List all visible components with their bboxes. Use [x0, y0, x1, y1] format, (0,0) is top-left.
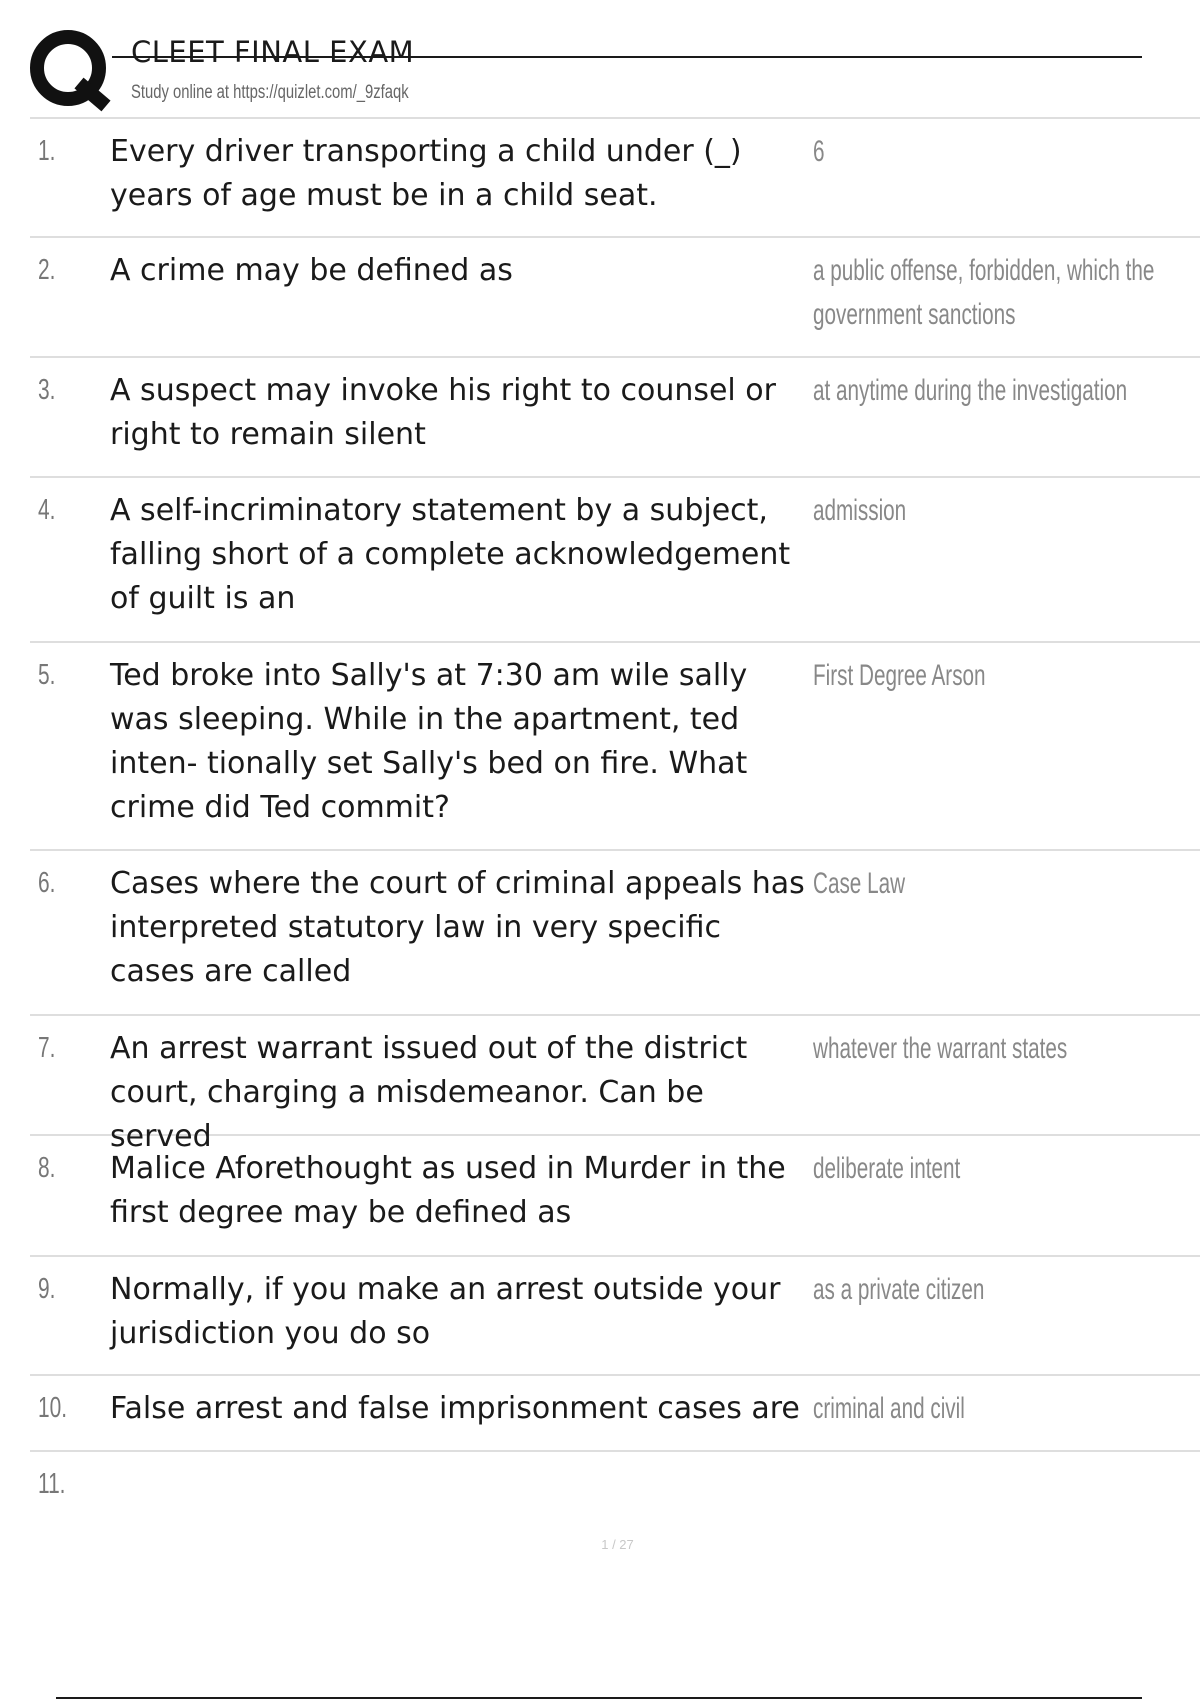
flashcard-row [30, 643, 1200, 851]
card-term: A self-incriminatory statement by a subject, falling short of a complete acknowledgement of guilt is an [110, 493, 791, 616]
flashcard-row [30, 238, 1200, 358]
card-term: Ted broke into Sally's at 7:30 am wile sally was sleeping. While in the apartment, ted inten- tionally set Sally's bed on fire. What crime did Ted commit? [110, 658, 748, 825]
study-online-link[interactable]: Study online at https://quizlet.com/_9zfaqk [131, 82, 409, 103]
card-definition: First Degree Arson [813, 659, 986, 692]
card-number: 9. [38, 1273, 56, 1305]
doc-title: CLEET FINAL EXAM [131, 35, 415, 69]
card-term: An arrest warrant issued out of the district court, charging a misdemeanor. Can be served [110, 1031, 748, 1154]
card-term: Normally, if you make an arrest outside your jurisdiction you do so [110, 1272, 781, 1351]
flashcard-row [30, 478, 1200, 643]
flashcard-row [30, 1376, 1200, 1452]
card-number: 2. [38, 254, 56, 286]
quizlet-q-logo-icon [30, 30, 112, 112]
card-number: 5. [38, 659, 56, 691]
card-number: 4. [38, 494, 56, 526]
card-number: 1. [38, 135, 56, 167]
card-definition: whatever the warrant states [813, 1032, 1068, 1065]
card-definition: 6 [813, 135, 825, 168]
card-definition: Case Law [813, 867, 906, 900]
flashcard-row [30, 1136, 1200, 1257]
card-number: 11. [38, 1468, 66, 1500]
footer-rule [56, 1697, 1142, 1699]
flashcard-row [30, 1016, 1200, 1154]
flashcard-row [30, 1257, 1200, 1376]
card-term: Malice Aforethought as used in Murder in the first degree may be defined as [110, 1151, 786, 1230]
flashcard-row [30, 358, 1200, 478]
card-term: A crime may be defined as [110, 253, 513, 288]
page-number: 1 / 27 [601, 1537, 634, 1552]
flashcard-row [30, 851, 1200, 1016]
card-definition: at anytime during the investigation [813, 374, 1128, 407]
card-number: 7. [38, 1032, 56, 1064]
card-number: 8. [38, 1152, 56, 1184]
card-definition: deliberate intent [813, 1152, 961, 1185]
flashcard-list [30, 119, 1200, 1532]
flashcard-row [30, 119, 1200, 238]
card-definition: as a private citizen [813, 1273, 985, 1306]
card-definition: criminal and civil [813, 1392, 965, 1425]
flashcard-row [30, 1452, 1200, 1532]
card-term: False arrest and false imprisonment cases are [110, 1391, 800, 1426]
card-term: Cases where the court of criminal appeals has interpreted statutory law in very specific cases are called [110, 866, 805, 989]
card-number: 6. [38, 867, 56, 899]
card-term: Every driver transporting a child under (_) years of age must be in a child seat. [110, 134, 742, 213]
card-number: 10. [38, 1392, 68, 1424]
card-term: A suspect may invoke his right to counsel or right to remain silent [110, 373, 776, 452]
card-definition: admission [813, 494, 907, 527]
card-definition: a public offense, forbidden, which the government sanctions [813, 254, 1155, 331]
card-number: 3. [38, 374, 56, 406]
